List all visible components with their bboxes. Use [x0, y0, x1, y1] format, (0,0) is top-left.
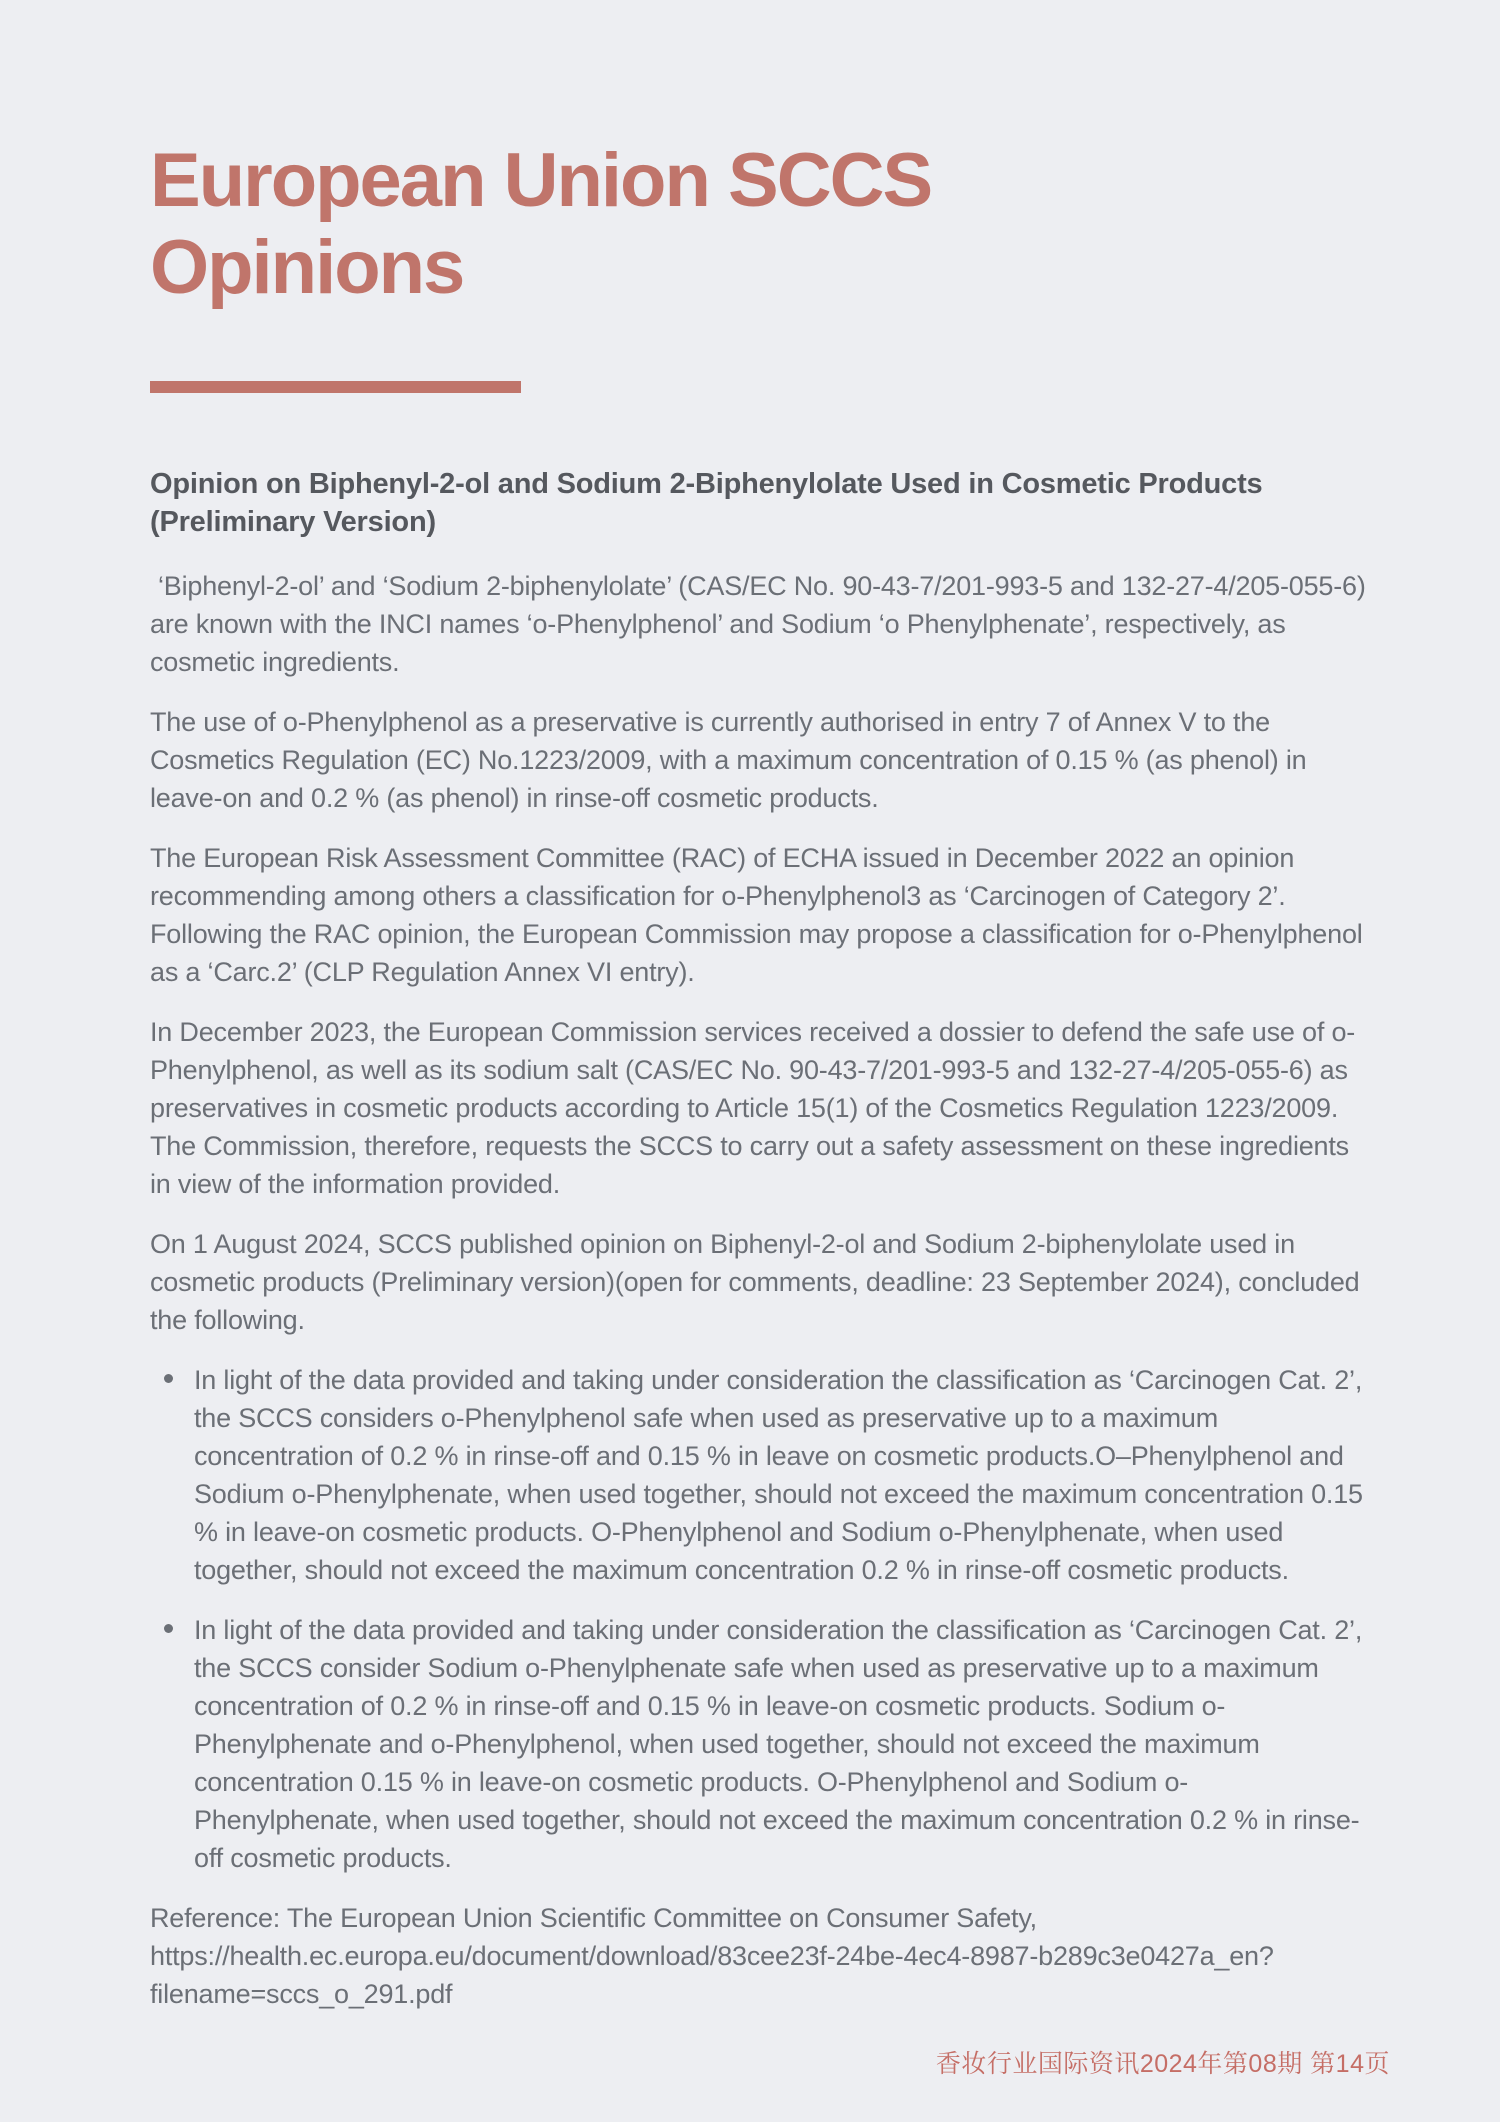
bullet-icon — [164, 1374, 173, 1383]
paragraph-current-authorisation: The use of o-Phenylphenol as a preservative is currently authorised in entry 7 of Annex V to the Cosmetics Regulation (EC) No.1223/2009, with a maximum concentration of 0.15 % (as phenol) in leave-on and 0.2 % (as phenol) in rinse-off cosmetic products. — [150, 707, 1307, 814]
paragraph-rac-opinion: The European Risk Assessment Committee (RAC) of ECHA issued in December 2022 an opinion recommending among others a classification for o-Phenylphenol3 as ‘Carcinogen of Category 2’. Following the RAC opinion, the European Commission may propose a classification for o-Phenylphenol as a ‘Carc.2’ (CLP Regulation Annex VI entry). — [150, 843, 1363, 988]
page-title: European Union SCCS Opinions — [150, 138, 932, 310]
page-footer: 香妆行业国际资讯2024年第08期 第14页 — [935, 2050, 1390, 2078]
reference-text: Reference: The European Union Scientific Committee on Consumer Safety, https://health.ec.europa.eu/document/download/83cee23f-24be-4ec4-8987-b289c3e0427a_en?filename=sccs_o_291.pdf — [150, 1903, 1274, 2010]
title-underline-bar — [150, 381, 521, 393]
bullet-icon — [164, 1624, 173, 1633]
list-item-sodium-phenylphenate-conclusion — [150, 1611, 1370, 1877]
article-heading: Opinion on Biphenyl-2-ol and Sodium 2-Biphenylolate Used in Cosmetic Products (Preliminary Version) — [150, 468, 1263, 539]
list-item-text: In light of the data provided and taking under consideration the classification as ‘Carcinogen Cat. 2’, the SCCS considers o-Phenylphenol safe when used as preservative up to a maximum concentration of 0.2 % in rinse-off and 0.15 % in leave on cosmetic products.O–Phenylphenol and Sodium o-Phenylphenate, when used together, should not exceed the maximum concentration 0.15 % in leave-on cosmetic products. O-Phenylphenol and Sodium o-Phenylphenate, when used together, should not exceed the maximum concentration 0.2 % in rinse-off cosmetic products. — [194, 1365, 1363, 1586]
paragraph-ingredients-intro: ‘Biphenyl-2-ol’ and ‘Sodium 2-biphenylolate’ (CAS/EC No. 90-43-7/201-993-5 and 132-27-4/205-055-6) are known with the INCI names ‘o-Phenylphenol’ and Sodium ‘o Phenylphenate’, respectively, as cosmetic ingredients. — [150, 571, 1366, 678]
list-item-ophenylphenol-conclusion — [150, 1361, 1370, 1589]
paragraph-sccs-publication: On 1 August 2024, SCCS published opinion on Biphenyl-2-ol and Sodium 2-biphenylolate used in cosmetic products (Preliminary version)(open for comments, deadline: 23 September 2024), concluded the following. — [150, 1229, 1360, 1336]
list-item-text: In light of the data provided and taking under consideration the classification as ‘Carcinogen Cat. 2’, the SCCS consider Sodium o-Phenylphenate safe when used as preservative up to a maximum concentration of 0.2 % in rinse-off and 0.15 % in leave-on cosmetic products. Sodium o-Phenylphenate and o-Phenylphenol, when used together, should not exceed the maximum concentration 0.15 % in leave-on cosmetic products. O-Phenylphenol and Sodium o-Phenylphenate, when used together, should not exceed the maximum concentration 0.2 % in rinse-off cosmetic products. — [194, 1615, 1363, 1874]
paragraph-dossier-2023: In December 2023, the European Commission services received a dossier to defend the safe use of o-Phenylphenol, as well as its sodium salt (CAS/EC No. 90-43-7/201-993-5 and 132-27-4/205-055-6) as preservatives in cosmetic products according to Article 15(1) of the Cosmetics Regulation 1223/2009. The Commission, therefore, requests the SCCS to carry out a safety assessment on these ingredients in view of the information provided. — [150, 1017, 1356, 1200]
conclusions-list — [150, 1361, 1370, 1877]
